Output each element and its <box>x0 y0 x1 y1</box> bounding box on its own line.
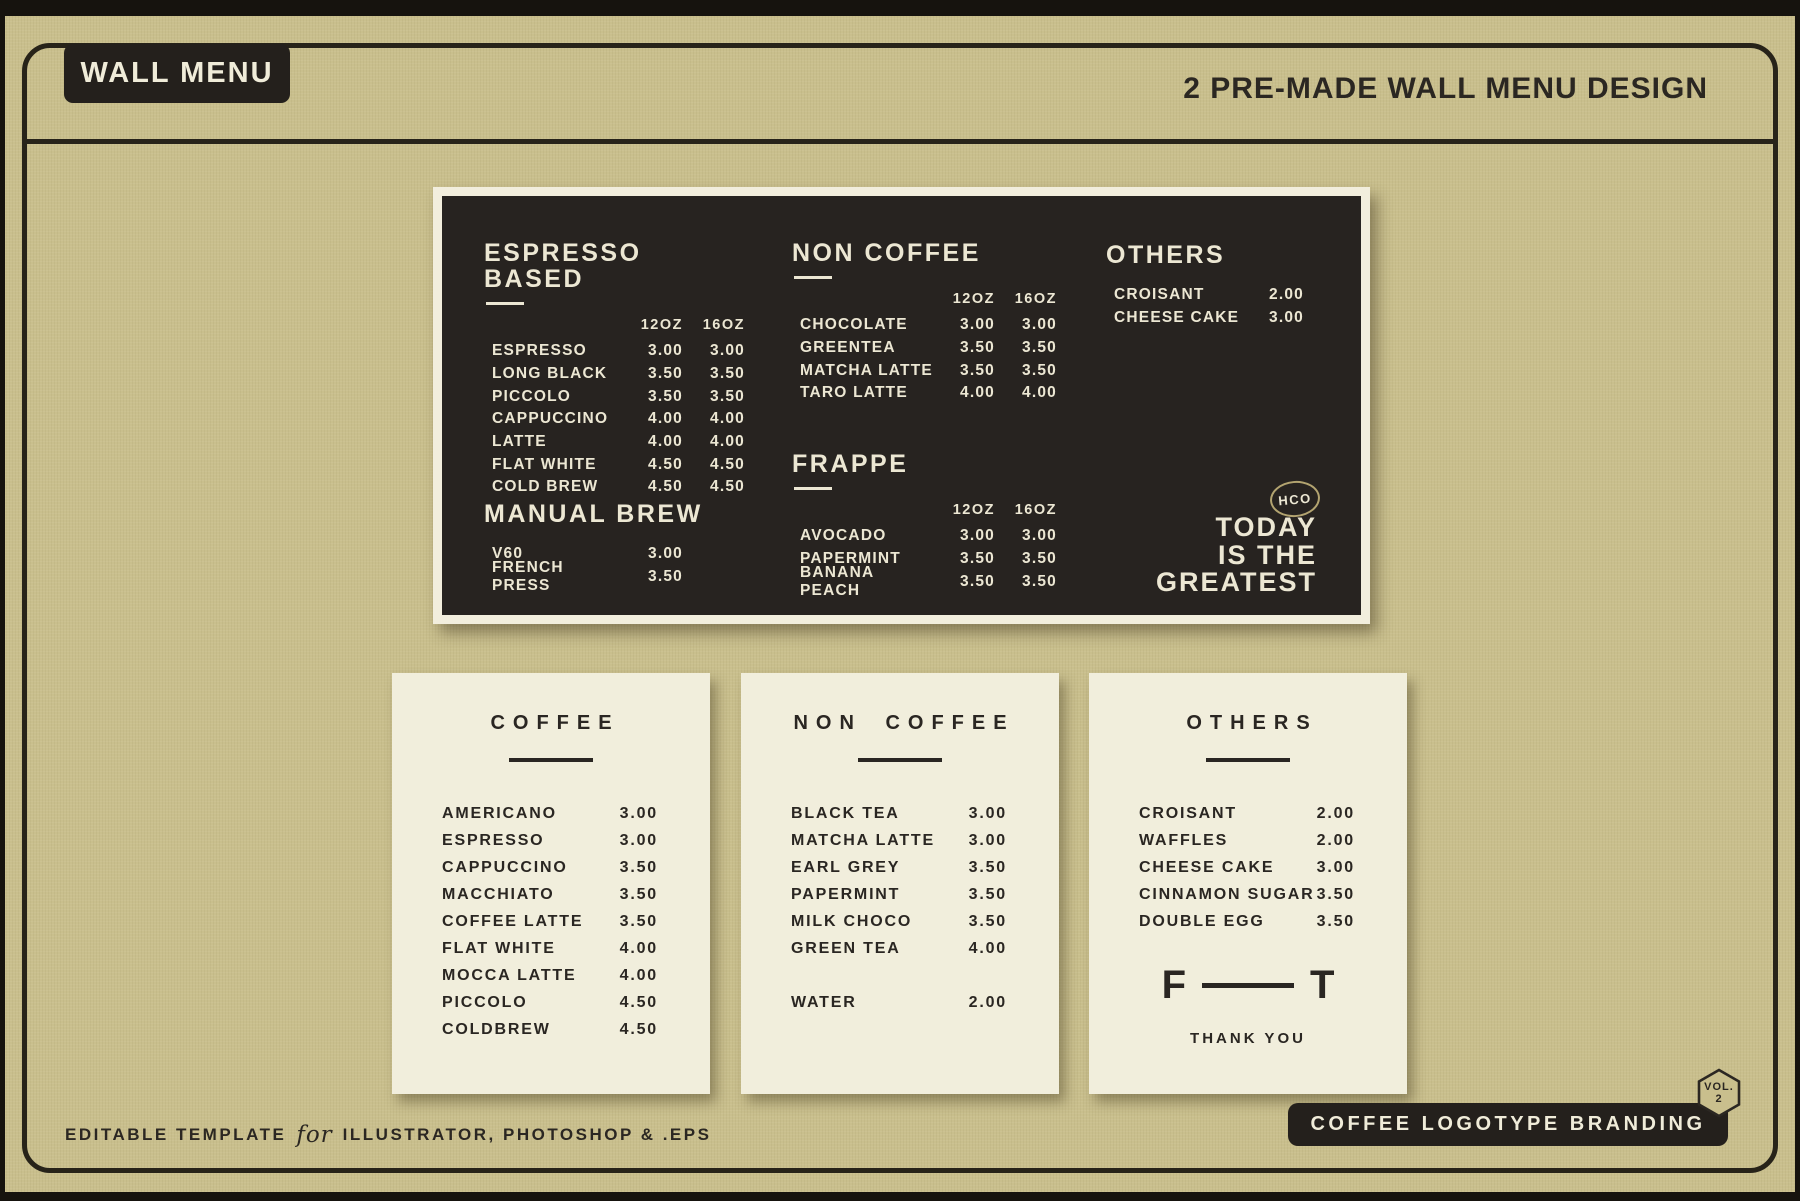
item-price: 3.00 <box>619 831 658 849</box>
item-price: 4.50 <box>619 1020 658 1038</box>
item-price: 3.50 <box>619 885 658 903</box>
item-price-16oz: 4.00 <box>710 433 745 451</box>
item-name: GREEN TEA <box>791 939 901 957</box>
menu-item-row <box>484 559 745 595</box>
menu-item-row <box>792 382 1057 405</box>
card-title-underline <box>1206 758 1290 762</box>
card-item-row <box>442 827 658 854</box>
volume-hexagon-text <box>1696 1068 1742 1118</box>
hco-logo-text: HCO <box>1277 490 1313 508</box>
card-item-row <box>442 908 658 935</box>
menu-card-non-coffee <box>741 673 1059 1094</box>
size-header-16oz: 16OZ <box>702 317 745 333</box>
item-price-12oz: 3.50 <box>648 568 683 586</box>
card-item-row <box>442 989 658 1016</box>
footer-description-post: ILLUSTRATOR, PHOTOSHOP & .EPS <box>342 1125 712 1144</box>
section-title: NON COFFEE <box>792 239 981 267</box>
item-price-12oz: 3.50 <box>960 339 995 357</box>
card-item-row <box>791 827 1007 854</box>
section-title: OTHERS <box>1106 241 1226 269</box>
card-title: NON COFFEE <box>793 712 1015 734</box>
size-header-row <box>792 291 1057 309</box>
item-name: CROISANT <box>1139 804 1237 822</box>
item-price-12oz: 3.50 <box>648 365 683 383</box>
card-item-row <box>791 800 1007 827</box>
menu-item-list <box>1106 284 1304 329</box>
card-item-row <box>791 881 1007 908</box>
card-item-row <box>1139 800 1355 827</box>
menu-item-list <box>484 543 745 595</box>
item-price-12oz: 3.50 <box>960 361 995 379</box>
size-header-16oz: 16OZ <box>1014 502 1057 518</box>
item-price-12oz: 4.50 <box>648 478 683 496</box>
menu-item-list <box>484 340 745 499</box>
menu-item-row <box>1106 284 1304 307</box>
menu-item-row <box>792 314 1057 337</box>
item-name: AVOCADO <box>800 527 887 545</box>
volume-label: VOL. <box>1704 1081 1734 1093</box>
item-name: CINNAMON SUGAR <box>1139 885 1315 903</box>
size-header-12oz: 12OZ <box>640 317 683 333</box>
board-section-manual-brew <box>484 500 745 595</box>
card-item-row <box>442 962 658 989</box>
card-item-list <box>1139 800 1355 935</box>
menu-item-row <box>792 337 1057 360</box>
item-price: 3.50 <box>1316 885 1355 903</box>
section-title: MANUAL BREW <box>484 500 703 528</box>
card-item-row <box>442 935 658 962</box>
card-title-underline <box>858 758 942 762</box>
header-divider-line <box>22 139 1778 144</box>
item-name: BLACK TEA <box>791 804 900 822</box>
menu-item-row <box>484 363 745 386</box>
menu-item-row <box>484 453 745 476</box>
item-price-12oz: 4.50 <box>648 455 683 473</box>
item-name: DOUBLE EGG <box>1139 912 1265 930</box>
item-name: WATER <box>791 993 857 1011</box>
board-section-espresso-based <box>484 240 745 499</box>
item-price: 3.50 <box>968 912 1007 930</box>
card-item-row <box>791 935 1007 962</box>
item-price-12oz: 4.00 <box>648 433 683 451</box>
menu-item-row <box>484 340 745 363</box>
size-header-12oz: 12OZ <box>952 502 995 518</box>
item-price-16oz: 3.00 <box>1022 527 1057 545</box>
card-item-list-bottom <box>791 989 1007 1016</box>
item-name: BANANA PEACH <box>800 563 874 599</box>
item-name: EARL GREY <box>791 858 901 876</box>
item-name: ESPRESSO <box>492 342 587 360</box>
footer-description <box>65 1122 711 1148</box>
item-price-16oz: 3.50 <box>710 365 745 383</box>
ft-logo-letter-f: F <box>1161 963 1186 1007</box>
ft-logo <box>1089 963 1407 1008</box>
item-name: WAFFLES <box>1139 831 1229 849</box>
item-price-12oz: 3.50 <box>648 387 683 405</box>
item-price-16oz: 4.50 <box>710 478 745 496</box>
menu-item-row <box>484 385 745 408</box>
item-name: CHOCOLATE <box>800 316 908 334</box>
item-name: COLDBREW <box>442 1020 551 1038</box>
card-item-row <box>442 1016 658 1043</box>
item-price-12oz: 3.50 <box>960 572 995 590</box>
item-name: CHEESE CAKE <box>1114 309 1240 327</box>
item-price-16oz: 4.00 <box>1022 384 1057 402</box>
tagline-line-3: GREATEST <box>1155 567 1317 597</box>
item-name: V60 <box>492 545 524 563</box>
card-item-row <box>791 908 1007 935</box>
item-price: 3.00 <box>1269 309 1304 327</box>
item-price: 4.00 <box>619 966 658 984</box>
item-price-12oz: 3.00 <box>960 527 995 545</box>
card-title: OTHERS <box>1186 712 1318 734</box>
item-name: CHEESE CAKE <box>1139 858 1275 876</box>
item-price: 4.00 <box>968 939 1007 957</box>
item-name: FLAT WHITE <box>442 939 556 957</box>
card-item-row <box>442 800 658 827</box>
volume-hexagon-badge <box>1696 1068 1742 1118</box>
tagline-line-1: TODAY <box>1215 512 1317 542</box>
ft-logo-line <box>1202 983 1294 988</box>
item-price-16oz: 3.00 <box>1022 316 1057 334</box>
menu-card-coffee <box>392 673 710 1094</box>
size-header-row <box>792 502 1057 520</box>
section-title: ESPRESSO BASED <box>484 239 642 293</box>
item-name: AMERICANO <box>442 804 557 822</box>
section-underline <box>486 302 524 305</box>
coffee-logotype-branding-badge <box>1288 1103 1728 1146</box>
item-name: LONG BLACK <box>492 365 608 383</box>
menu-item-list <box>792 314 1057 405</box>
item-price: 3.00 <box>968 804 1007 822</box>
card-item-row <box>1139 827 1355 854</box>
volume-number: 2 <box>1715 1093 1723 1105</box>
card-item-row <box>791 854 1007 881</box>
item-price: 4.00 <box>619 939 658 957</box>
card-item-list <box>442 800 658 1043</box>
item-price-16oz: 3.50 <box>1022 361 1057 379</box>
menu-item-list <box>792 525 1057 599</box>
card-title: COFFEE <box>490 712 620 734</box>
wall-menu-badge <box>64 44 290 103</box>
thank-you-note: THANK YOU <box>1190 1030 1306 1047</box>
item-price-12oz: 3.00 <box>960 316 995 334</box>
card-item-row-water <box>791 989 1007 1016</box>
menu-item-row <box>792 525 1057 548</box>
menu-card-others <box>1089 673 1407 1094</box>
size-header-16oz: 16OZ <box>1014 291 1057 307</box>
coffee-logotype-branding-label: COFFEE LOGOTYPE BRANDING <box>1310 1113 1706 1135</box>
item-name: CROISANT <box>1114 286 1205 304</box>
section-underline <box>794 487 832 490</box>
section-title: FRAPPE <box>792 450 909 478</box>
item-name: CAPPUCCINO <box>442 858 568 876</box>
item-name: MATCHA LATTE <box>800 361 933 379</box>
item-price: 2.00 <box>1316 831 1355 849</box>
card-item-list <box>791 800 1007 962</box>
item-name: ESPRESSO <box>442 831 545 849</box>
item-name: TARO LATTE <box>800 384 908 402</box>
item-name: PICCOLO <box>442 993 528 1011</box>
item-price: 4.50 <box>619 993 658 1011</box>
item-price-16oz: 3.50 <box>1022 339 1057 357</box>
item-name: PAPERMINT <box>791 885 901 903</box>
item-name: COFFEE LATTE <box>442 912 584 930</box>
item-name: MOCCA LATTE <box>442 966 577 984</box>
card-item-row <box>1139 908 1355 935</box>
board-section-non-coffee <box>792 240 1057 405</box>
card-item-row <box>1139 881 1355 908</box>
size-header-12oz: 12OZ <box>952 291 995 307</box>
item-name: MACCHIATO <box>442 885 555 903</box>
menu-item-row <box>484 408 745 431</box>
item-price-16oz: 3.00 <box>710 342 745 360</box>
item-price-16oz: 4.00 <box>710 410 745 428</box>
item-name: PICCOLO <box>492 387 572 405</box>
item-name: MATCHA LATTE <box>791 831 935 849</box>
item-price: 3.00 <box>619 804 658 822</box>
item-name: COLD BREW <box>492 478 599 496</box>
item-price: 2.00 <box>968 993 1007 1011</box>
dark-menu-board-surface <box>442 196 1361 615</box>
menu-item-row <box>484 431 745 454</box>
card-item-row <box>1139 854 1355 881</box>
item-price: 3.00 <box>1316 858 1355 876</box>
tagline-line-2: IS THE <box>1217 539 1317 570</box>
item-price-12oz: 4.00 <box>960 384 995 402</box>
section-underline <box>794 276 832 279</box>
item-name: PAPERMINT <box>800 550 901 568</box>
item-price: 3.00 <box>968 831 1007 849</box>
item-price: 2.00 <box>1269 286 1304 304</box>
item-name: FRENCH PRESS <box>492 559 564 595</box>
menu-item-row <box>792 563 1057 599</box>
item-price-16oz: 4.50 <box>710 455 745 473</box>
board-section-frappe <box>792 450 1057 599</box>
item-price-12oz: 3.00 <box>648 545 683 563</box>
item-price-12oz: 4.00 <box>648 410 683 428</box>
dark-menu-board <box>433 187 1370 624</box>
board-tagline <box>1156 514 1317 597</box>
item-name: LATTE <box>492 433 547 451</box>
item-price: 3.50 <box>1316 912 1355 930</box>
item-name: FLAT WHITE <box>492 455 597 473</box>
size-header-row <box>484 317 745 335</box>
item-price: 2.00 <box>1316 804 1355 822</box>
board-section-others <box>1106 242 1304 329</box>
item-price: 3.50 <box>968 885 1007 903</box>
wall-menu-badge-label: WALL MENU <box>80 57 274 89</box>
card-item-row <box>442 881 658 908</box>
item-name: MILK CHOCO <box>791 912 913 930</box>
menu-item-row <box>1106 307 1304 330</box>
card-title-underline <box>509 758 593 762</box>
menu-item-row <box>484 476 745 499</box>
item-price-12oz: 3.50 <box>960 550 995 568</box>
item-price: 3.50 <box>619 858 658 876</box>
item-price-12oz: 3.00 <box>648 342 683 360</box>
item-name: CAPPUCCINO <box>492 410 609 428</box>
item-price: 3.50 <box>619 912 658 930</box>
item-price-16oz: 3.50 <box>1022 572 1057 590</box>
footer-description-script-word: for <box>296 1122 333 1148</box>
item-price: 3.50 <box>968 858 1007 876</box>
card-item-row <box>442 854 658 881</box>
item-name: GREENTEA <box>800 339 896 357</box>
page-title: 2 PRE-MADE WALL MENU DESIGN <box>1183 72 1708 105</box>
ft-logo-letter-t: T <box>1310 963 1335 1007</box>
menu-item-row <box>792 359 1057 382</box>
item-price-16oz: 3.50 <box>1022 550 1057 568</box>
item-price-16oz: 3.50 <box>710 387 745 405</box>
footer-description-pre: EDITABLE TEMPLATE <box>65 1125 287 1144</box>
